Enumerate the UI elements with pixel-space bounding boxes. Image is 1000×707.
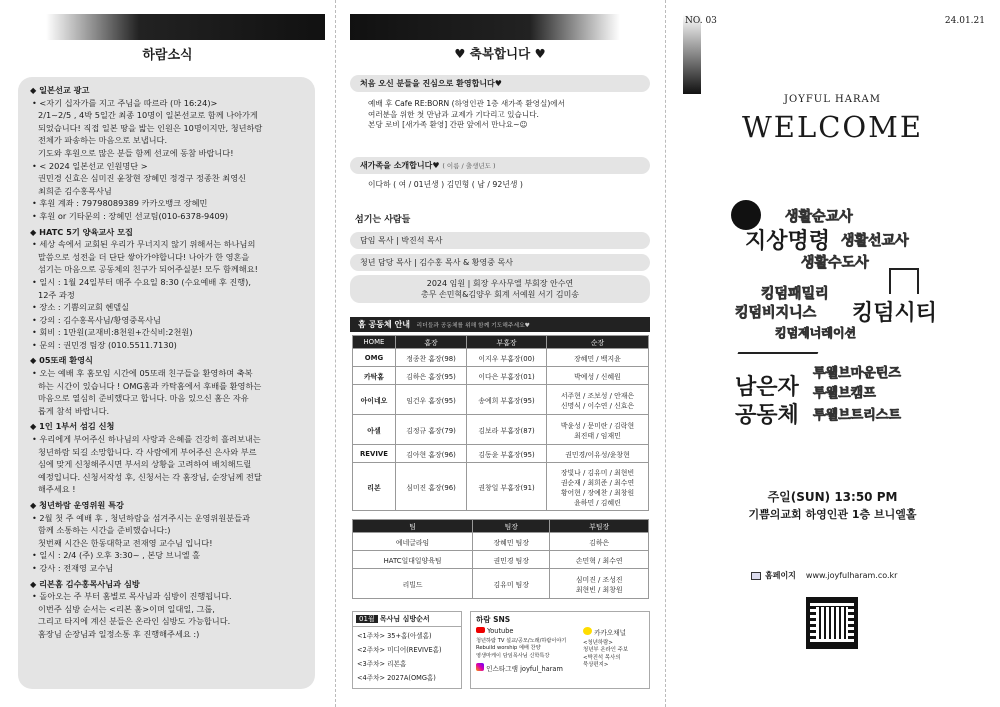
youth-pastor: 청년 담당 목사 | 김수홍 목사 & 황영중 목사 (350, 254, 650, 271)
announcement-line: 섬기는 마음으로 공동체의 친구가 되어주실분! 모두 함께해요! (38, 264, 258, 275)
announcement-line: 첫번째 시간은 한동대학교 전재영 교수님 입니다! (38, 537, 213, 548)
announcement-line: 되었습니다! 직접 일본 땅을 밟는 인원은 10명이지만, 청년하람 (38, 122, 263, 133)
servants-title: 섬기는 사람들 (355, 215, 411, 225)
art-text: 공동체 (735, 403, 799, 428)
table-cell: 김보라 부홈장(87) (467, 415, 547, 445)
sns-box (470, 611, 650, 689)
instagram-id[interactable]: joyful_haram (520, 665, 563, 674)
column-header: 팀 (353, 520, 473, 533)
announcement-line: 12주 과정 (38, 289, 75, 300)
new-family-label: 새가족을 소개합니다♥ (360, 161, 440, 170)
blessing-title: ♥ 축복합니다 ♥ (454, 46, 546, 61)
home-subtitle: 리더들과 공동체를 위해 함께 기도해주세요♥ (416, 323, 530, 329)
right-column (665, 0, 1000, 707)
table-cell: 김하은 (550, 533, 649, 551)
table-cell: 심미진 / 조성진 최현빈 / 최창원 (550, 569, 649, 599)
column-header: 부팀장 (550, 520, 649, 533)
table-cell: 권민경 팀장 (473, 551, 550, 569)
sns-title: 하람 SNS (476, 615, 511, 624)
officers-pill (350, 275, 650, 303)
announcement-line: 심에 맞게 신청해주시면 부서의 상황을 고려하여 배치해드릴 (38, 459, 252, 470)
art-text: 투웰브마운틴즈 (813, 366, 901, 381)
visit-title: 목사님 심방순서 (379, 615, 430, 623)
table-row (353, 569, 649, 599)
column-header: HOME (353, 336, 396, 349)
welcome-line: 예배 후 Cafe RE:BORN (하영인관 1층 새가족 환영실)에서 (368, 99, 565, 108)
homepage-row[interactable] (751, 570, 897, 581)
announcement-line: • 강의 : 김수홍목사님/황영중목사님 (32, 314, 161, 325)
column-header: 팀장 (473, 520, 550, 533)
table-cell: 장혜민 / 백지윤 (546, 349, 648, 367)
welcome-line: 여러분을 위한 첫 만남과 교제가 기다리고 있습니다. (368, 109, 539, 119)
table-cell: 김유미 팀장 (473, 569, 550, 599)
header-bar (350, 14, 650, 40)
table-cell: 아셀 (353, 415, 396, 445)
table-cell: HATC일대일양육팀 (353, 551, 473, 569)
kakao-label[interactable]: 카카오채널 (594, 629, 626, 637)
table-cell: 김정규 홈장(79) (395, 415, 466, 445)
new-family-sub: ( 이름 / 출생년도 ) (442, 162, 496, 170)
announcement-line: • 후원 or 기타문의 : 장혜민 선교팀(010-6378-9409) (32, 210, 229, 221)
table-cell: 송예희 부홈장(95) (467, 385, 547, 415)
announcement-line: • 우리에게 부어주신 하나님의 사랑과 은혜를 건강히 흘려보내는 (32, 434, 261, 445)
announcement-line: • <자기 십자가를 지고 주님을 따르라 (마 16:24)> (32, 97, 218, 108)
announcement-heading: ◆ 일본선교 광고 (30, 85, 90, 95)
table-row (353, 463, 649, 511)
art-text: 남은자 (735, 375, 799, 400)
table-cell: 아이네오 (353, 385, 396, 415)
announcement-heading: ◆ 1인 1부서 섬김 신청 (30, 421, 115, 432)
art-text: 킹덤패밀리 (761, 286, 829, 302)
officers-line: 총무 손민혁&김양우 회계 서예원 서기 김미송 (420, 290, 580, 299)
column-header: 홈장 (395, 336, 466, 349)
announcement-line: 함께 소통하는 시간을 준비했습니다:) (38, 525, 171, 536)
left-column (0, 0, 335, 707)
youtube-icon[interactable] (476, 627, 485, 633)
city-icon (889, 268, 919, 294)
announcement-line: 예정입니다. 신청서작성 후, 신청서는 각 홈장님, 순장님께 전달 (38, 471, 262, 482)
table-cell: 이다은 부홈장(01) (467, 367, 547, 385)
announcement-line: 해주세요 ! (38, 484, 76, 495)
table-cell: 서주현 / 조보성 / 안재은 신명식 / 이수연 / 신효은 (546, 385, 648, 415)
table-row (353, 385, 649, 415)
youtube-line: Rebuild worship 예배 찬양 (476, 645, 541, 652)
side-bar (683, 14, 701, 94)
service-place: 기쁨의교회 하영인관 1층 브니엘홀 (748, 508, 917, 521)
table-cell: 김하은 홈장(95) (395, 367, 466, 385)
mountain-icon (732, 352, 819, 370)
column-header: 부홈장 (467, 336, 547, 349)
announcement-line: • 장소 : 기쁨의교회 헨델실 (32, 302, 130, 313)
announcement-line: 전체가 파송하는 마음으로 보냅니다. (38, 135, 168, 146)
service-time: 주일(SUN) 13:50 PM (767, 490, 898, 504)
announcement-line: • < 2024 일본선교 인원명단 > (32, 160, 148, 171)
table-cell: 장빛나 / 김유미 / 최현빈 권순재 / 최희준 / 최수연 황어현 / 장예찬 / 최창원 윤하민 / 김혜린 (546, 463, 648, 511)
table-cell: 권민경/이유성/윤창현 (546, 445, 648, 463)
homepage-icon (751, 572, 761, 580)
art-text: 킹덤제너레이션 (775, 326, 857, 340)
table-row (353, 415, 649, 445)
table-cell: REVIVE (353, 445, 396, 463)
art-text: 킹덤시티 (852, 301, 938, 326)
announcement-line: 최희준 김수홍목사님 (38, 185, 112, 196)
table-header-row (353, 336, 649, 349)
table-cell: 손민혁 / 최수연 (550, 551, 649, 569)
announcement-heading: ◆ 리본홈 김수홍목사님과 심방 (30, 578, 140, 589)
issue-date: 24.01.21 (944, 16, 985, 26)
kakao-line: 묵상편지> (583, 662, 609, 669)
kakao-line: 청년부 온라인 주보 (583, 647, 629, 654)
home-title: 홈 공동체 안내 (358, 320, 410, 329)
welcome-pill: 처음 오신 분들을 진심으로 환영합니다♥ (350, 75, 650, 92)
instagram-label[interactable]: 인스타그램 (486, 665, 518, 674)
announcement-line: • 돌아오는 주 부터 홈별로 목사님과 심방이 진행됩니다. (32, 591, 232, 602)
announcement-line: • 강사 : 전재영 교수님 (32, 562, 114, 573)
announcement-line: 그리고 타지에 계신 분들은 온라인 심방도 가능합니다. (38, 616, 231, 627)
welcome-line: 본당 로비 [새가족 환영] 간판 앞에서 만나요~☺ (368, 120, 528, 130)
table-row (353, 533, 649, 551)
table-cell: 장혜민 팀장 (473, 533, 550, 551)
table-cell: 김동윤 부홈장(95) (467, 445, 547, 463)
announcement-line: 롭게 참석 바랍니다. (38, 405, 110, 416)
visit-item: <4주차> 2027A(OMG홈) (357, 674, 436, 682)
announcement-line: • 후원 계좌 : 79798089389 카카오뱅크 장혜민 (32, 198, 208, 209)
home-table (352, 335, 649, 511)
announcement-line: • 오는 예배 후 홈모임 시간에 05또래 친구들을 환영하며 축복 (32, 368, 253, 379)
home-title-bar (350, 317, 650, 332)
table-cell: 김아현 홈장(96) (395, 445, 466, 463)
table-header-row (353, 520, 649, 533)
announcement-line: 권민경 신효은 심미진 윤창현 장혜민 정경구 정종찬 최영신 (38, 173, 247, 184)
art-text: 생활순교사 (785, 209, 853, 225)
art-text: 지상명령 (745, 229, 831, 254)
announcement-line: 말씀으로 성전을 더 단단 쌓아가야합니다! 나아가 한 영혼을 (38, 251, 250, 262)
announcement-heading: ◆ 청년하람 운영위원 특강 (30, 500, 124, 510)
kakao-line: <청년하람> (583, 639, 613, 646)
table-cell: 정종찬 홈장(98) (395, 349, 466, 367)
kakao-icon[interactable] (583, 627, 592, 635)
announcements-box (18, 77, 315, 689)
table-cell: 권창일 부홈장(91) (467, 463, 547, 511)
issue-number: NO. 03 (685, 16, 717, 26)
announcement-line: 이번주 심방 순서는 <리본 홈>이며 일대일, 그룹, (38, 603, 215, 614)
art-text: 투웰브캠프 (813, 386, 876, 401)
header-bar (15, 14, 325, 40)
table-row (353, 349, 649, 367)
subtitle: JOYFUL HARAM (784, 94, 881, 105)
announcement-line: 청년하람 되길 소망합니다. 각 사람에게 부어주신 은사와 부르 (38, 446, 257, 457)
team-table (352, 519, 649, 599)
art-text: 킹덤비지니스 (735, 305, 817, 321)
table-cell: 예네글라임 (353, 533, 473, 551)
art-text: 생활선교사 (841, 233, 909, 249)
announcement-line: • 일시 : 2/4 (주) 오후 3:30~ , 본당 브니엘 홀 (32, 550, 201, 561)
announcements-title: 하람소식 (142, 48, 193, 63)
table-cell: OMG (353, 349, 396, 367)
visit-box (352, 611, 462, 689)
announcement-line: 마음으로 열심히 준비했다고 합니다. 마음 있으신 홈은 자유 (38, 393, 249, 404)
visit-month: 01월 (356, 615, 378, 623)
homepage-url[interactable]: www.joyfulharam.co.kr (805, 571, 898, 580)
kakao-line: <박진석 목사의 (583, 654, 621, 661)
table-cell: 임건우 홈장(95) (395, 385, 466, 415)
visit-item: <1주차> 35+홈(아셀홈) (357, 632, 432, 640)
announcement-heading: ◆ 05또래 환영식 (30, 355, 93, 366)
table-cell: 리본 (353, 463, 396, 511)
visit-item: <2주차> 미디어(REVIVE홈) (357, 646, 442, 654)
art-text: 생활수도사 (801, 255, 869, 271)
art-text: 투웰브트리스트 (813, 408, 901, 423)
table-cell: 리빌드 (353, 569, 473, 599)
announcement-line: • 일시 : 1월 24일부터 매주 수요일 8:30 (수요예배 후 진행), (32, 276, 251, 287)
table-cell: 심미진 홈장(96) (395, 463, 466, 511)
table-cell: 카탁홈 (353, 367, 396, 385)
announcement-line: 하는 시간이 있습니다 ! OMG홈과 카탁홈에서 후배를 환영하는 (38, 380, 262, 391)
officers-line: 2024 임원 | 회장 우사무엘 부회장 안수연 (426, 279, 574, 288)
senior-pastor: 담임 목사 | 박진석 목사 (350, 232, 650, 249)
new-family-pill (350, 157, 650, 174)
announcement-line: • 문의 : 권민경 팀장 (010.5511.7130) (32, 339, 177, 350)
table-cell: 박예성 / 신혜원 (546, 367, 648, 385)
announcement-line: 홈장님 순장님과 일정소통 후 진행해주세요 :) (38, 628, 200, 639)
new-family-names: 이다하 ( 여 / 01년생 ) 김민형 ( 남 / 92년생 ) (368, 180, 523, 189)
youtube-label[interactable]: Youtube (487, 627, 514, 635)
table-row (353, 445, 649, 463)
announcement-line: • 세상 속에서 교회된 우리가 무너지지 않기 위해서는 하나님의 (32, 239, 256, 250)
homepage-label: 홈페이지 (765, 571, 796, 580)
table-row (353, 367, 649, 385)
youtube-line: 영생마케이 담임목사님 신학특강 (476, 652, 550, 659)
announcement-line: • 2월 첫 주 예배 후 , 청년하람을 섬겨주시는 운영위원분들과 (32, 512, 250, 523)
announcement-heading: ◆ HATC 5기 양육교사 모집 (30, 226, 133, 237)
welcome-title: WELCOME (741, 110, 924, 144)
instagram-icon[interactable] (476, 663, 484, 671)
table-cell: 이지우 부홈장(00) (467, 349, 547, 367)
visit-list (353, 627, 461, 687)
announcement-line: 2/1~2/5 , 4박 5일간 최종 10명이 일본선교로 함께 나아가게 (38, 110, 258, 121)
welcome-text (368, 99, 565, 131)
announcement-line: 기도와 후원으로 많은 분들 함께 선교에 동참 바랍니다! (38, 147, 234, 158)
column-header: 순장 (546, 336, 648, 349)
table-cell: 박윤성 / 문미란 / 김락현 최진태 / 임재민 (546, 415, 648, 445)
youtube-line: 청년하람 TV 설교/공모/노래/하람이야기 (476, 637, 567, 644)
qr-code-icon[interactable] (806, 597, 858, 649)
announcement-line: • 회비 : 1만원(교재비:8천원+간식비:2천원) (32, 327, 193, 338)
visit-item: <3주차> 리본홈 (357, 660, 407, 668)
table-row (353, 551, 649, 569)
